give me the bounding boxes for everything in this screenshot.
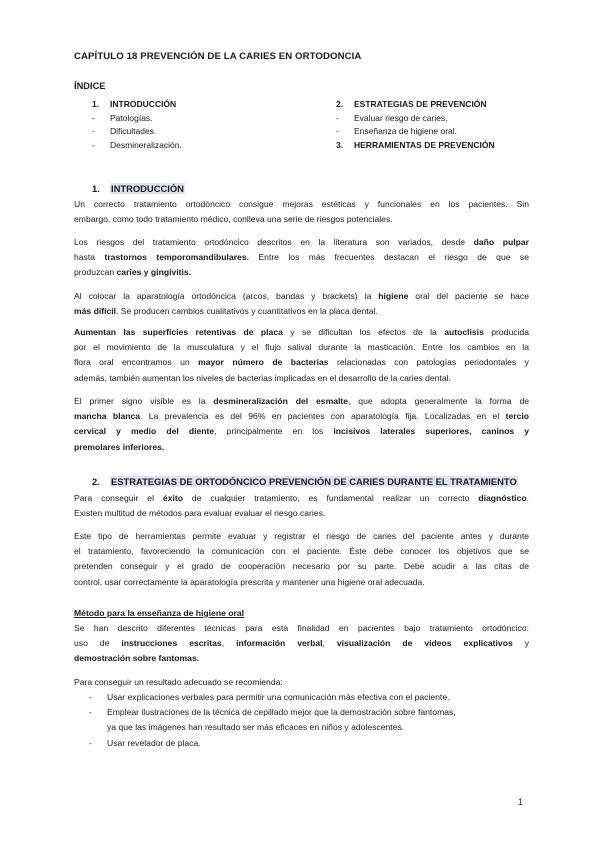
index-item: 1. INTRODUCCIÓN [92, 99, 177, 109]
paragraph: Para conseguir un resultado adecuado se recomienda: [74, 677, 283, 687]
list-item: - Usar revelador de placa. [89, 737, 201, 748]
chapter-title: CAPÍTULO 18 PREVENCIÓN DE LA CARIES EN ORTODONCIA [74, 51, 362, 62]
index-item: - Patologías. [92, 112, 153, 123]
paragraph: Los riesgos del tratamiento ortodóncico descritos en la literatura son variados, desde daño pulpar hasta trastornos temporomandibulares. Entre los más frecuentes destacan el riesgo de que se produzcan caries y gingivitis. [74, 237, 530, 278]
list-item: - Usar explicaciones verbales para permitir una comunicación más efectiva con el paciente. [89, 692, 450, 702]
paragraph: Para conseguir el éxito de cualquier tratamiento, es fundamental realizar un correcto diagnóstico. Existen multitud de métodos para evaluar evaluar el riesgo caries. [74, 493, 529, 519]
paragraph: Al colocar la aparatología ortodóncica (arcos, bandas y brackets) la higiene oral del paciente se hace más difícil. Se producen cambios cualitativos y cuantitativos en la placa dental. [74, 291, 529, 317]
paragraph: El primer signo visible es la desmineralización del esmalte, que adopta generalmente la forma de mancha blanca. La prevalencia es del 96% en pacientes con aparatología fija. Localizadas en el tercio cervical y medio del diente, principalmente en los incisivos laterales superiores, caninos y premolares inferiores. [74, 396, 530, 452]
paragraph: Se han descrito diferentes técnicas para esta finalidad en pacientes bajo tratamiento ortodóncico: uso de instrucciones escritas, información verbal, visualización de videos explicativos y demostración sobre fantomas. [74, 623, 529, 664]
index-item: 2. ESTRATEGIAS DE PREVENCIÓN [336, 99, 487, 109]
paragraph: Un correcto tratamiento ortodóncico consigue mejoras estéticas y funcionales en los pacientes. Sin embargo, como todo tratamiento médico, conlleva una serie de riesgos potenciales. [74, 199, 529, 225]
section-heading: 1. INTRODUCCIÓN [92, 183, 184, 194]
paragraph: Este tipo de herramientas permite evaluar y registrar el riesgo de caries del paciente antes y durante el tratamiento, favoreciendo la comunicación con el paciente. Éste debe conocer los objetivos que se pretenden conseguir y el grado de cooperación necesario por su parte. Debe acudir a las citas de control, usar correctamente la aparatología prescrita y mantener una higiene oral adecuada. [74, 531, 529, 587]
index-item: - Evaluar riesgo de caries. [336, 112, 448, 123]
index-label: ÍNDICE [74, 81, 106, 91]
paragraph: Aumentan las superficies retentivas de placa y se dificultan los efectos de la autoclisis producida por el movimiento de la musculatura y el flujo salival durante la masticación. Entre los cambios en la flora oral encontramos un mayor número de bacterias relacionadas con patologías periodontales y además, también aumentan los niveles de bacterias implicadas en el desarrollo de la caries dental. [74, 327, 529, 383]
page-number: 1 [518, 797, 524, 807]
section-heading: 2. ESTRATEGIAS DE ORTODÓNCICO PREVENCIÓN DE CARIES DURANTE EL TRATAMIENTO [92, 476, 517, 487]
list-item: - Emplear ilustraciones de la técnica de cepillado mejor que la demostración sobre fantomas, [89, 707, 456, 718]
index-item: - Desmineralización. [92, 139, 182, 150]
method-heading: Método para la enseñanza de higiene oral [74, 608, 245, 618]
index-item: - Dificultades. [92, 126, 157, 137]
index-item: 3. HERRAMIENTAS DE PREVENCIÓN [336, 139, 495, 150]
recommendation-list [74, 690, 534, 751]
index-right-column [336, 98, 495, 152]
index-item: - Enseñanza de higiene oral. [336, 126, 458, 137]
list-item-continuation: ya que las imágenes han resultado ser más eficaces en niños y adolescentes. [107, 722, 405, 733]
index-left-column [92, 98, 182, 152]
